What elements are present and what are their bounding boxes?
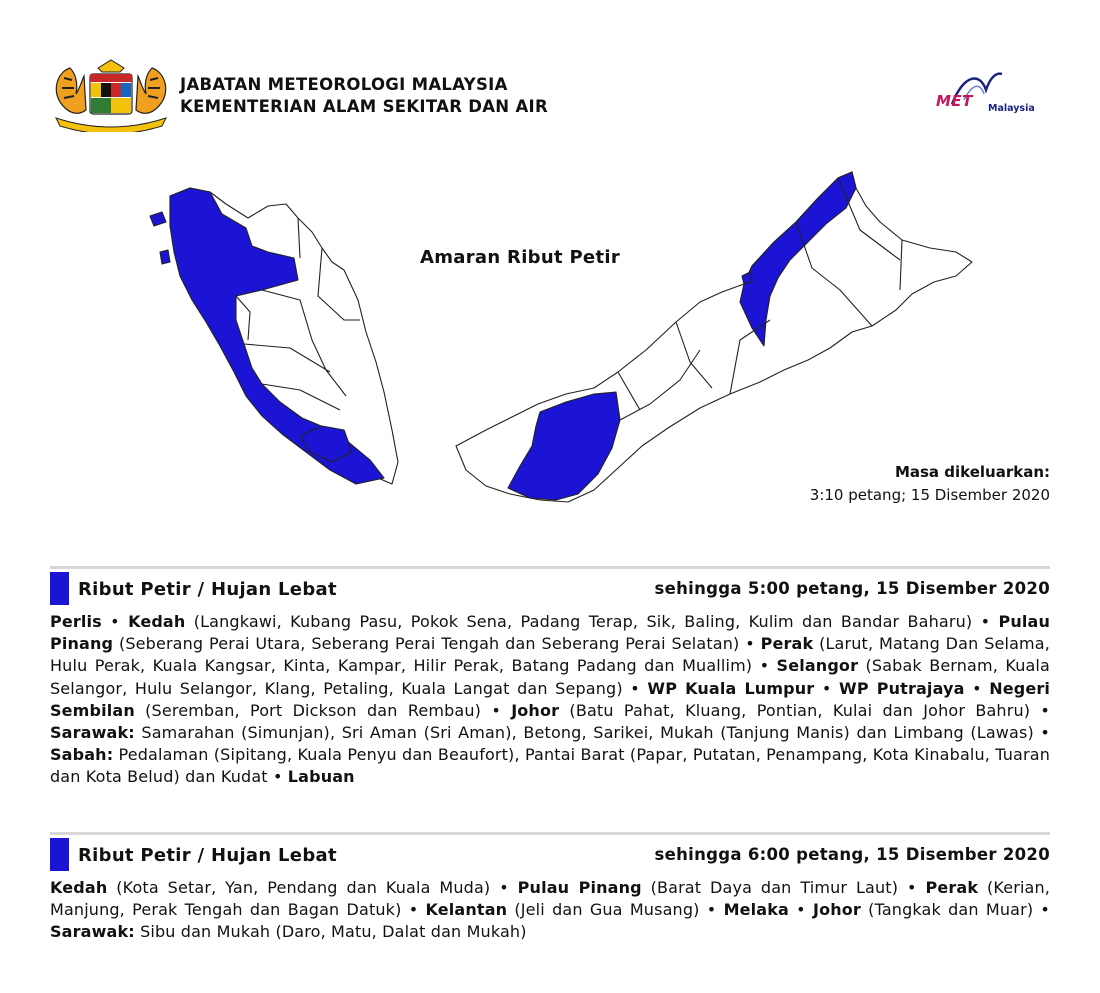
area-detail: (Langkawi, Kubang Pasu, Pokok Sena, Padang Terap, Sik, Baling, Kulim dan Bandar Baharu) <box>185 612 973 631</box>
map-title: Amaran Ribut Petir <box>420 247 620 268</box>
area-state: Perlis <box>50 612 102 631</box>
bullet-separator: • <box>788 900 813 920</box>
area-state: Perak <box>925 878 979 897</box>
agency-name <box>180 74 548 118</box>
area-detail: Samarahan (Simunjan), Sri Aman (Sri Aman), Betong, Sarikei, Mukah (Tanjung Manis) dan Limbang (Lawas) <box>134 723 1034 743</box>
issued-time-block <box>810 461 1050 507</box>
area-state: WP Putrajaya <box>839 678 965 698</box>
area-state: Kedah <box>128 612 186 631</box>
area-state: Pulau Pinang <box>517 878 642 897</box>
warning-valid-until: sehingga 5:00 petang, 15 Disember 2020 <box>654 579 1050 598</box>
area-item <box>813 900 1033 919</box>
area-item <box>50 878 490 897</box>
warning-color-marker <box>50 572 69 605</box>
warning-title: Ribut Petir / Hujan Lebat <box>78 579 337 600</box>
area-state: Sabah: <box>50 745 114 765</box>
warning-section-2 <box>50 832 1050 944</box>
area-detail: (Jeli dan Gua Musang) <box>507 900 700 920</box>
area-item <box>426 900 700 919</box>
area-detail: (Larut, Matang Dan Selama, Hulu Perak, Kuala Kangsar, Kinta, Kampar, Hilir Perak, Batang Padang dan Muallim) <box>50 634 1050 676</box>
area-state: Pulau Pinang <box>50 612 1051 654</box>
warning-areas <box>50 611 1050 789</box>
area-state: Labuan <box>287 767 355 787</box>
area-detail: Pedalaman (Sipitang, Kuala Penyu dan Beaufort), Pantai Barat (Papar, Putatan, Penampang, Kota Kinabalu, Tuaran dan Kota Belud) dan Kudat <box>50 745 1050 787</box>
bullet-separator: • <box>101 612 129 631</box>
area-item <box>128 612 972 631</box>
bullet-separator: • <box>490 878 518 897</box>
met-malaysia-logo: MET Malaysia <box>934 68 1048 120</box>
area-state: WP Kuala Lumpur <box>647 678 815 698</box>
area-detail: (Batu Pahat, Kluang, Pontian, Kulai dan Johor Bahru) <box>559 700 1031 720</box>
bullet-separator: • <box>401 900 426 920</box>
area-state: Johor <box>511 700 560 720</box>
area-item <box>50 745 1050 786</box>
area-item <box>288 767 355 786</box>
area-item <box>50 723 1034 742</box>
bullet-separator: • <box>972 612 999 631</box>
bullet-separator: • <box>481 700 512 720</box>
area-state: Sarawak: <box>50 723 135 743</box>
area-detail: (Kota Setar, Yan, Pendang dan Kuala Muda) <box>107 878 491 897</box>
area-item <box>511 701 1030 720</box>
bullet-separator: • <box>814 678 840 698</box>
bullet-separator: • <box>622 678 648 698</box>
area-detail: (Seremban, Port Dickson dan Rembau) <box>134 700 482 720</box>
area-item <box>518 878 898 897</box>
issued-label: Masa dikeluarkan: <box>894 463 1050 481</box>
labuan-island <box>742 272 752 284</box>
area-state: Perak <box>760 634 814 654</box>
area-state: Negeri Sembilan <box>50 678 1051 720</box>
warning-header <box>50 835 1050 871</box>
coat-of-arms-logo <box>50 58 172 132</box>
agency-title: JABATAN METEOROLOGI MALAYSIA <box>180 75 508 94</box>
warning-areas <box>50 877 1050 944</box>
area-item <box>839 679 965 698</box>
warning-valid-until: sehingga 6:00 petang, 15 Disember 2020 <box>654 845 1050 864</box>
area-detail: (Barat Daya dan Timur Laut) <box>641 878 899 897</box>
bullet-separator: • <box>739 634 761 654</box>
bullet-separator: • <box>1033 900 1051 920</box>
area-state: Selangor <box>776 656 859 676</box>
area-state: Kedah <box>50 878 108 897</box>
area-detail: (Sabak Bernam, Kuala Selangor, Hulu Selangor, Klang, Petaling, Kuala Langat dan Sepang) <box>50 656 1050 698</box>
penang-island <box>160 250 170 264</box>
bullet-separator: • <box>699 900 724 920</box>
area-item <box>647 679 814 698</box>
area-detail: (Tangkak dan Muar) <box>860 900 1034 920</box>
warning-title: Ribut Petir / Hujan Lebat <box>78 845 337 866</box>
warning-color-marker <box>50 838 69 871</box>
area-state: Johor <box>813 900 861 920</box>
bullet-separator: • <box>1030 700 1050 720</box>
warning-header <box>50 569 1050 605</box>
bullet-separator: • <box>752 656 777 676</box>
warning-section-1 <box>50 566 1050 789</box>
bullet-separator: • <box>964 678 990 698</box>
bullet-separator: • <box>898 878 926 897</box>
area-item <box>50 922 527 941</box>
bullet-separator: • <box>1033 723 1050 743</box>
issued-time: 3:10 petang; 15 Disember 2020 <box>809 486 1050 504</box>
langkawi-island <box>150 212 166 226</box>
area-detail: Sibu dan Mukah (Daro, Matu, Dalat dan Mukah) <box>134 922 527 942</box>
area-detail: (Kerian, Manjung, Perak Tengah dan Bagan Datuk) <box>50 878 1051 920</box>
area-state: Sarawak: <box>50 922 135 942</box>
area-item <box>724 900 789 919</box>
area-state: Kelantan <box>425 900 508 920</box>
area-detail: (Seberang Perai Utara, Seberang Perai Tengah dan Seberang Perai Selatan) <box>113 634 740 654</box>
bullet-separator: • <box>267 767 288 787</box>
area-state: Melaka <box>723 900 789 920</box>
area-item <box>50 612 102 631</box>
ministry-title: KEMENTERIAN ALAM SEKITAR DAN AIR <box>180 97 548 116</box>
